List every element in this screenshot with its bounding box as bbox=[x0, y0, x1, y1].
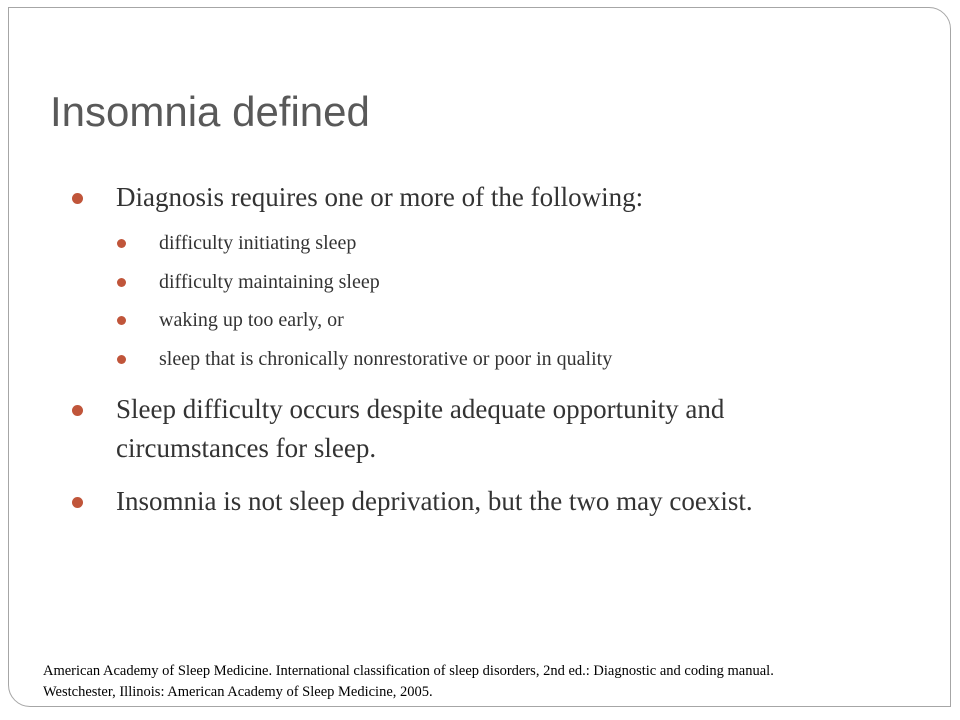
sub-bullet-text: difficulty initiating sleep bbox=[159, 232, 357, 254]
bullet-dot-icon bbox=[72, 497, 83, 508]
bullet-item bbox=[116, 178, 876, 217]
sub-bullet-item bbox=[159, 346, 859, 372]
sub-bullet-dot-icon bbox=[117, 316, 126, 325]
slide bbox=[8, 7, 951, 707]
citation bbox=[43, 661, 943, 703]
sub-bullet-item bbox=[159, 307, 859, 333]
sub-bullet-dot-icon bbox=[117, 355, 126, 364]
sub-bullet-text: sleep that is chronically nonrestorative or poor in quality bbox=[159, 348, 613, 370]
sub-bullet-item bbox=[159, 269, 859, 295]
citation-line: Westchester, Illinois: American Academy of Sleep Medicine, 2005. bbox=[43, 684, 433, 700]
slide-title: Insomnia defined bbox=[50, 88, 370, 135]
bullet-dot-icon bbox=[72, 405, 83, 416]
bullet-dot-icon bbox=[72, 193, 83, 204]
sub-bullet-item bbox=[159, 230, 859, 256]
sub-bullet-dot-icon bbox=[117, 239, 126, 248]
sub-bullet-text: waking up too early, or bbox=[159, 309, 344, 331]
bullet-text: Insomnia is not sleep deprivation, but the two may coexist. bbox=[116, 486, 753, 516]
bullet-text: Diagnosis requires one or more of the following: bbox=[116, 182, 644, 212]
bullet-item bbox=[116, 390, 876, 468]
bullet-item bbox=[116, 482, 876, 521]
bullet-text: Sleep difficulty occurs despite adequate opportunity and circumstances for sleep. bbox=[116, 394, 725, 463]
sub-bullet-text: difficulty maintaining sleep bbox=[159, 271, 380, 293]
bullet-list bbox=[9, 8, 950, 706]
sub-bullet-dot-icon bbox=[117, 278, 126, 287]
citation-line: American Academy of Sleep Medicine. International classification of sleep disorders, 2nd ed.: Diagnostic and coding manual. bbox=[43, 663, 774, 679]
